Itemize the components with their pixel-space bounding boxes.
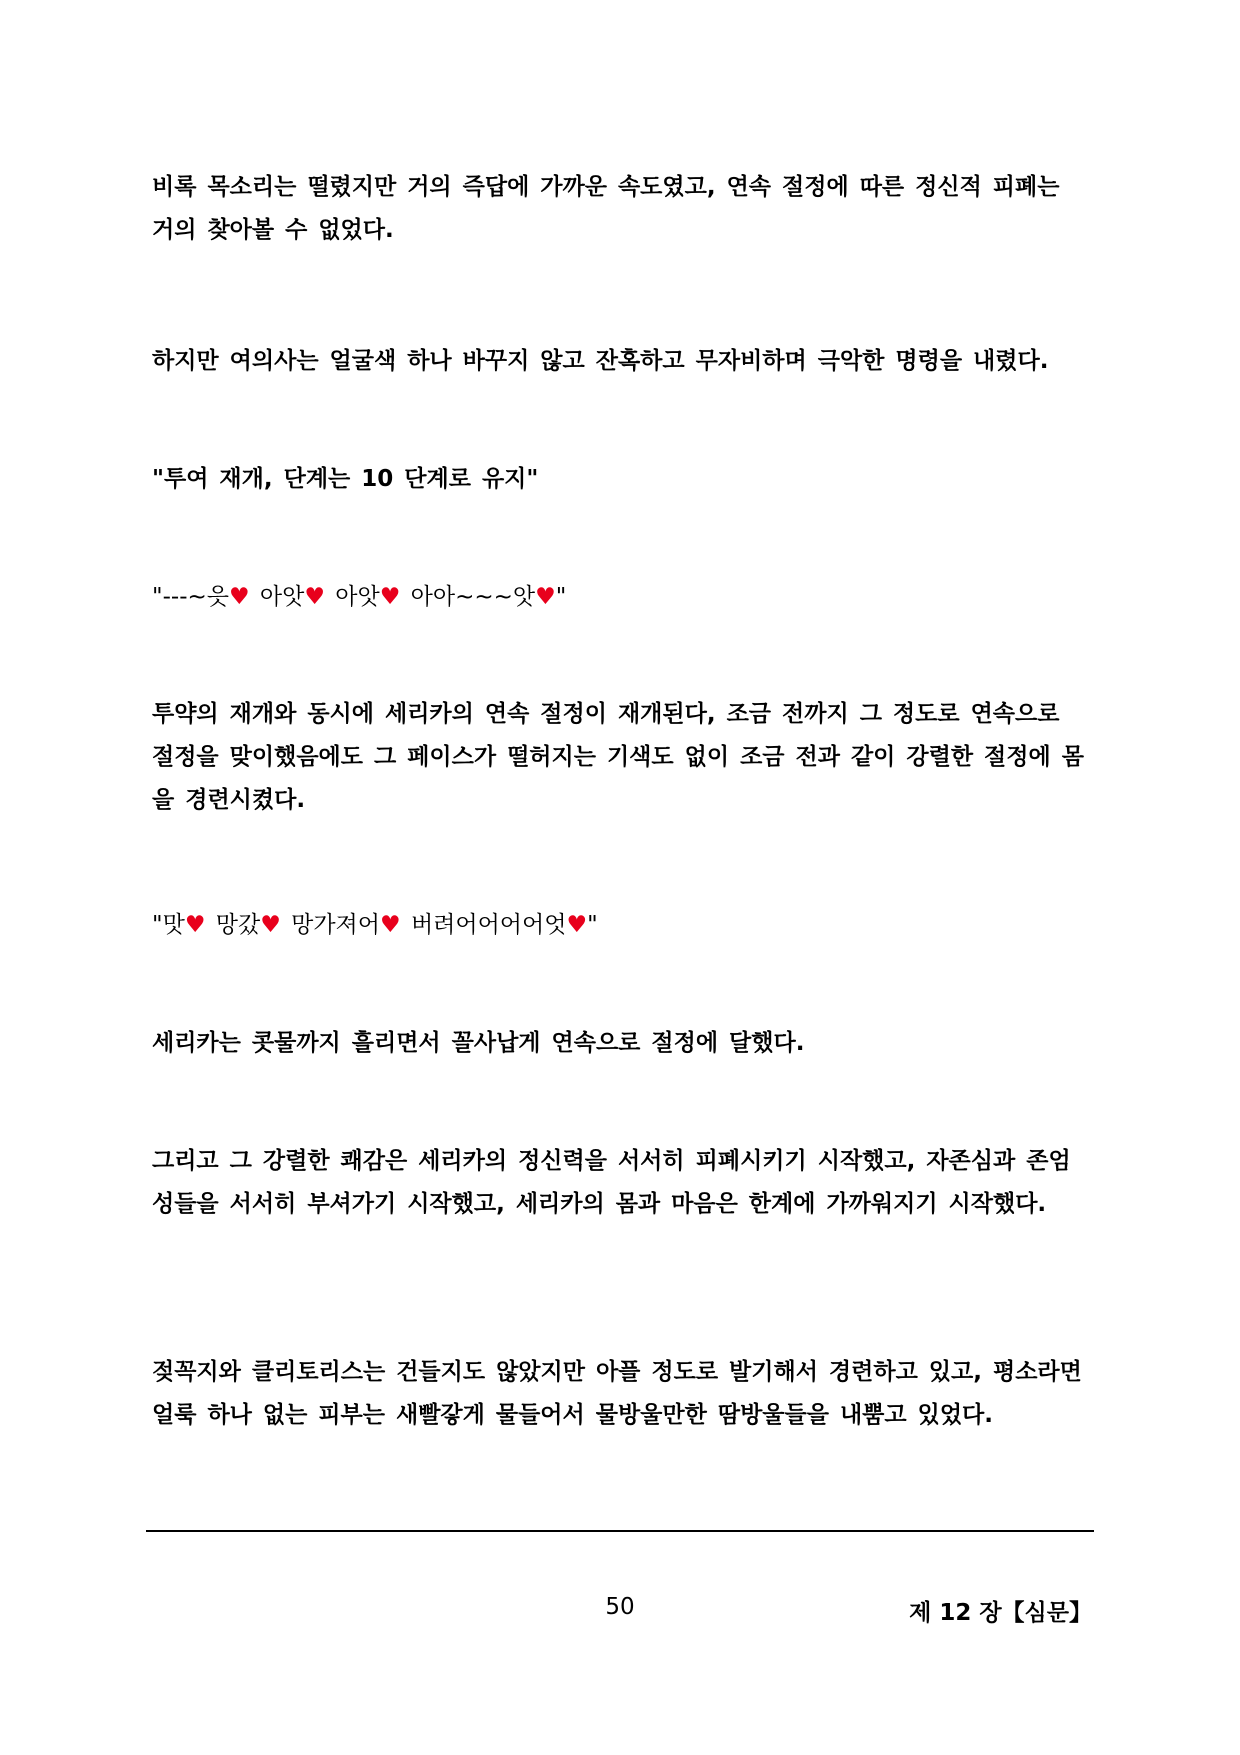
heart-icon: ♥	[260, 912, 281, 938]
heart-icon: ♥	[304, 584, 325, 610]
quote-mark: "	[152, 912, 163, 938]
paragraph-text: 하지만 여의사는 얼굴색 하나 바꾸지 않고 잔혹하고 무자비하며 극악한 명령을 내렸다.	[152, 348, 1049, 374]
paragraph-text: 비록 목소리는 떨렸지만 거의 즉답에 가까운 속도였고, 연속 절정에 따른 정신적 피폐는 거의 찾아볼 수 없었다.	[152, 174, 1060, 243]
paragraph	[152, 166, 1092, 252]
paragraph-text: 그리고 그 강렬한 쾌감은 세리카의 정신력을 서서히 피폐시키기 시작했고, 자존심과 존엄성들을 서서히 부셔가기 시작했고, 세리카의 몸과 마음은 한계에 가까워지기 시작했다.	[152, 1148, 1071, 1217]
heart-icon: ♥	[566, 912, 588, 938]
quote-mark: "	[152, 584, 163, 610]
moan-part: ---~읏	[162, 584, 229, 610]
paragraph	[152, 1351, 1092, 1437]
moan-line	[152, 904, 1092, 947]
paragraph	[152, 340, 1092, 383]
moan-part: 버려어어어어엇	[410, 912, 567, 938]
paragraph-text: 세리카는 콧물까지 흘리면서 꼴사납게 연속으로 절정에 달했다.	[152, 1030, 805, 1056]
heart-icon: ♥	[228, 584, 250, 610]
moan-part: 맛	[162, 912, 185, 938]
moan-part: 아앗	[259, 584, 305, 610]
chapter-label: 제 12 장【심문】	[909, 1600, 1092, 1626]
moan-part: 망갔	[215, 912, 261, 938]
heart-icon: ♥	[380, 912, 401, 938]
dialogue-text: "투여 재개, 단계는 10 단계로 유지"	[152, 466, 539, 492]
paragraph-text: 젖꼭지와 클리토리스는 건들지도 않았지만 아플 정도로 발기해서 경련하고 있고, 평소라면 얼룩 하나 없는 피부는 새빨갛게 물들어서 물방울만한 땀방울들을 내뿜고 있었다.	[152, 1359, 1082, 1428]
page-number: 50	[605, 1594, 635, 1620]
heart-icon: ♥	[379, 584, 401, 610]
moan-line	[152, 576, 1092, 619]
paragraph	[152, 693, 1092, 822]
moan-part: 아아~~~앗	[410, 584, 536, 610]
moan-part: 망가져어	[291, 912, 380, 938]
dialogue-line	[152, 458, 1092, 501]
paragraph	[152, 1140, 1092, 1226]
moan-part: 아앗	[335, 584, 380, 610]
heart-icon: ♥	[184, 912, 206, 938]
paragraph-text: 투약의 재개와 동시에 세리카의 연속 절정이 재개된다, 조금 전까지 그 정도로 연속으로 절정을 맞이했음에도 그 페이스가 떨허지는 기색도 없이 조금 전과 같이 강렬한 절정에 몸을 경련시켰다.	[152, 701, 1084, 813]
footer-divider	[146, 1530, 1094, 1532]
paragraph	[152, 1022, 1092, 1065]
heart-icon: ♥	[535, 584, 556, 610]
quote-mark: "	[555, 584, 567, 610]
quote-mark: "	[587, 912, 598, 938]
